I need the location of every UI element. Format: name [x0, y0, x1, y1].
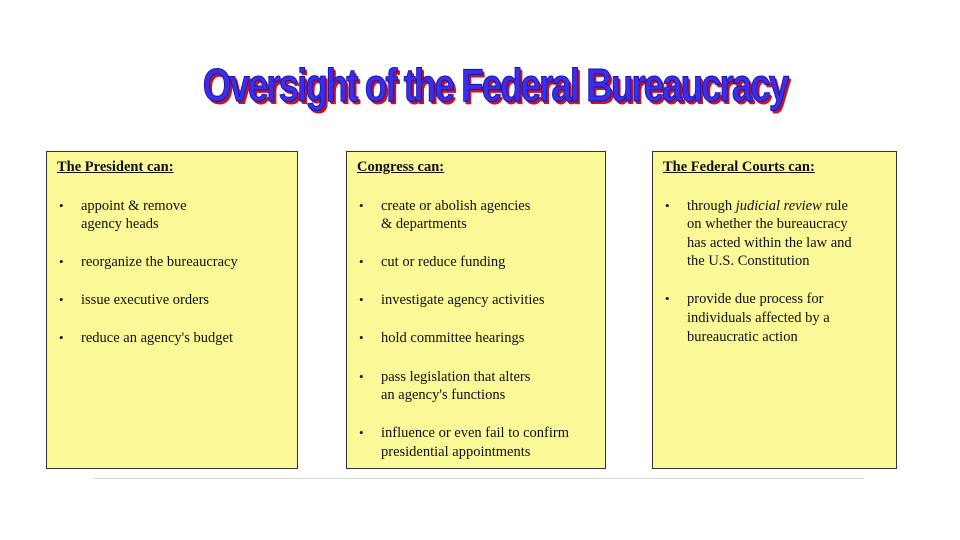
list-item: • through judicial review rule on whether the bureaucracy has acted within the law and the U.S. Constitution: [663, 197, 886, 271]
judicial-review-term: judicial review: [735, 197, 822, 214]
president-list: [57, 197, 287, 348]
list-item: • pass legislation that alters an agency's functions: [357, 368, 595, 405]
courts-list: [663, 197, 886, 347]
page-title: Oversight of the Federal Bureaucracy: [202, 59, 788, 111]
congress-box: [346, 151, 606, 469]
horizontal-divider: [94, 478, 864, 479]
list-item: • influence or even fail to confirm presidential appointments: [357, 424, 595, 461]
congress-list: [357, 197, 595, 462]
list-item: • cut or reduce funding: [357, 253, 595, 272]
list-item: • hold committee hearings: [357, 329, 595, 348]
list-item: • provide due process for individuals affected by a bureaucratic action: [663, 290, 886, 346]
list-item: • reduce an agency's budget: [57, 329, 287, 348]
courts-heading: The Federal Courts can:: [663, 159, 815, 175]
list-item: • investigate agency activities: [357, 291, 595, 310]
congress-heading: Congress can:: [357, 159, 445, 175]
list-item: • create or abolish agencies & departments: [357, 197, 595, 234]
courts-box: [652, 151, 897, 469]
list-item: • reorganize the bureaucracy: [57, 253, 287, 272]
list-item: • appoint & remove agency heads: [57, 197, 287, 234]
president-heading: The President can:: [57, 159, 174, 175]
list-item: • issue executive orders: [57, 291, 287, 310]
president-box: [46, 151, 298, 469]
